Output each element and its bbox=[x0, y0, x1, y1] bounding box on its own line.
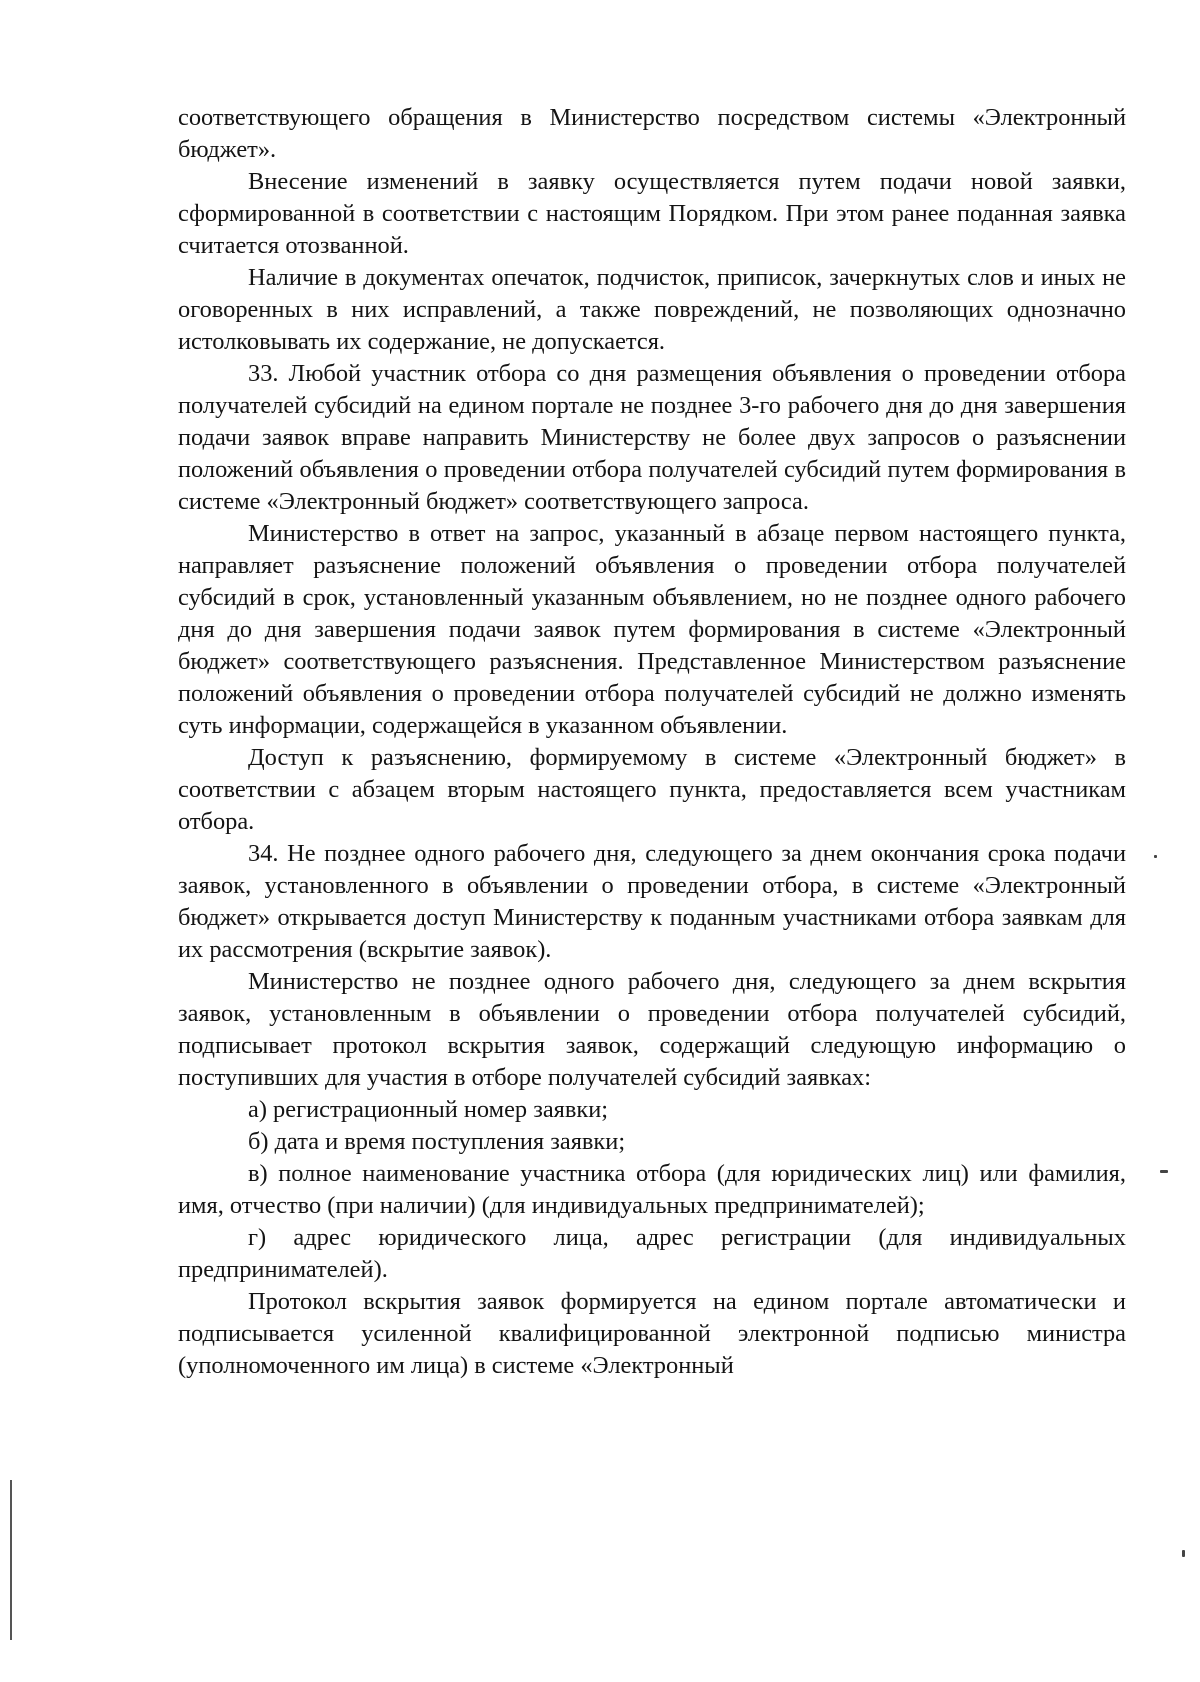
list-item-a: а) регистрационный номер заявки; bbox=[248, 1096, 609, 1123]
paragraph-corrections: Наличие в документах опечаток, подчисток, приписок, зачеркнутых слов и иных не оговоренных в них исправлений, а также повреждений, не позволяющих однозначно истолковывать их содержание, не допускается. bbox=[178, 264, 1126, 355]
paragraph-clause-33: 33. Любой участник отбора со дня размещения объявления о проведении отбора получателей субсидий на едином портале не позднее 3-го рабочего дня до дня завершения подачи заявок вправе направить Министерству не более двух запросов о разъяснении положений объявления о проведении отбора получателей субсидий путем формирования в системе «Электронный бюджет» соответствующего запроса. bbox=[178, 360, 1126, 515]
paragraph-clause-34: 34. Не позднее одного рабочего дня, следующего за днем окончания срока подачи заявок, установленного в объявлении о проведении отбора, в системе «Электронный бюджет» открывается доступ Министерству к поданным участниками отбора заявкам для их рассмотрения (вскрытие заявок). bbox=[178, 840, 1126, 963]
list-item-v: в) полное наименование участника отбора (для юридических лиц) или фамилия, имя, отчество (при наличии) (для индивидуальных предпринимателей); bbox=[178, 1160, 1126, 1219]
scan-artifact-line bbox=[10, 1480, 12, 1640]
scan-artifact-dot bbox=[1182, 1550, 1185, 1557]
paragraph-ministry-response: Министерство в ответ на запрос, указанный в абзаце первом настоящего пункта, направляет разъяснение положений объявления о проведении отбора получателей субсидий в срок, установленный указанным объявлением, но не позднее одного рабочего дня до дня завершения подачи заявок путем формирования в системе «Электронный бюджет» соответствующего разъяснения. Представленное Министерством разъяснение положений объявления о проведении отбора получателей субсидий не должно изменять суть информации, содержащейся в указанном объявлении. bbox=[178, 520, 1126, 739]
paragraph-protocol-info: Министерство не позднее одного рабочего дня, следующего за днем вскрытия заявок, установленным в объявлении о проведении отбора получателей субсидий, подписывает протокол вскрытия заявок, содержащий следующую информацию о поступивших для участия в отборе получателей субсидий заявках: bbox=[178, 968, 1126, 1091]
scan-artifact-dot bbox=[1154, 855, 1157, 858]
list-item-b: б) дата и время поступления заявки; bbox=[248, 1128, 626, 1155]
paragraph-protocol-signing: Протокол вскрытия заявок формируется на едином портале автоматически и подписывается усиленной квалифицированной электронной подписью министра (уполномоченного им лица) в системе «Электронный bbox=[178, 1288, 1126, 1379]
scan-artifact-dot bbox=[1160, 1170, 1168, 1173]
document-body bbox=[178, 102, 1126, 1382]
paragraph-amendments: Внесение изменений в заявку осуществляется путем подачи новой заявки, сформированной в соответствии с настоящим Порядком. При этом ранее поданная заявка считается отозванной. bbox=[178, 168, 1126, 259]
paragraph-access: Доступ к разъяснению, формируемому в системе «Электронный бюджет» в соответствии с абзацем вторым настоящего пункта, предоставляется всем участникам отбора. bbox=[178, 744, 1126, 835]
list-item-g: г) адрес юридического лица, адрес регистрации (для индивидуальных предпринимателей). bbox=[178, 1224, 1126, 1283]
paragraph-continuation: соответствующего обращения в Министерство посредством системы «Электронный бюджет». bbox=[178, 104, 1126, 163]
